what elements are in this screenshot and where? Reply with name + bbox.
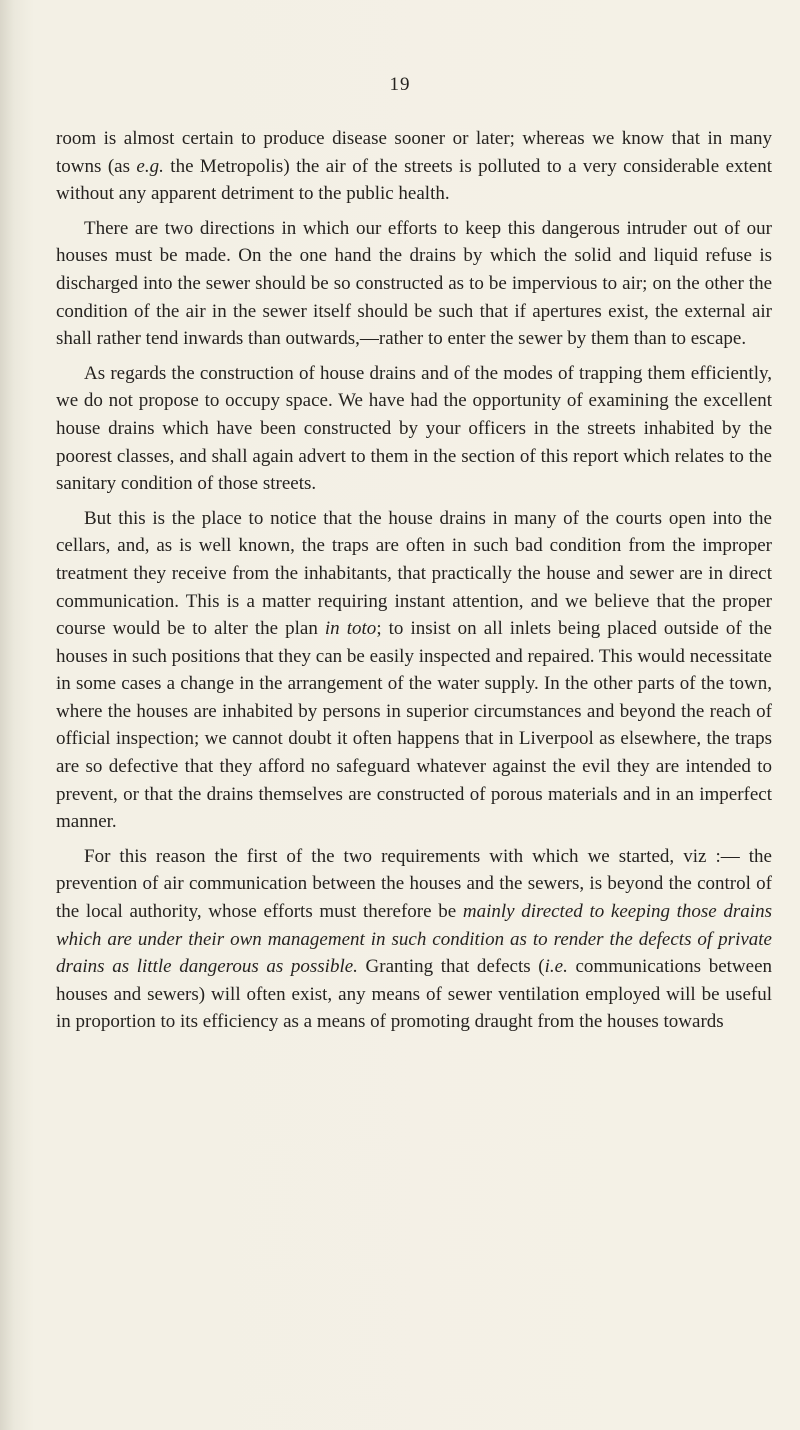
paragraph-4-part-a: But this is the place to notice that the house drains in many of the courts open into the cellars, and, as is well known, the traps are often in such bad condition from the improper treatment they receive from the inhabitants, that practically the house and sewer are in direct communication. This is a matter requiring instant attention, and we believe that the proper course would be to alter the plan [56, 507, 772, 640]
paragraph-1 [56, 125, 772, 208]
body-text [56, 125, 772, 1036]
paragraph-1-italic-eg: e.g. [136, 155, 164, 177]
page-number: 19 [389, 74, 411, 95]
paragraph-1-part-c: the Metropolis) the air of the streets is polluted to a very considerable extent without any apparent detriment to the public health. [56, 155, 772, 205]
paragraph-2: There are two directions in which our efforts to keep this dangerous intruder out of our houses must be made. On the one hand the drains by which the solid and liquid refuse is discharged into the sewer should be so constructed as to be impervious to air; on the other the condition of the air in the sewer itself should be such that if apertures exist, the external air shall rather tend inwards than outwards,—rather to enter the sewer by them than to escape. [56, 217, 772, 350]
paragraph-5-part-a: For this reason the first of the two requirements with which we started, viz :— the prevention of air communication between the houses and the sewers, is beyond the control of the local authority, whose efforts must therefore be [56, 845, 772, 923]
paragraph-4-italic-in-toto: in toto [324, 618, 377, 640]
paragraph-1-part-a: room is almost certain to produce disease sooner or later; whereas we know that in many towns (as [56, 128, 772, 177]
paragraph-4 [56, 505, 772, 836]
paragraph-5-part-c: Granting that defects ( [357, 956, 545, 978]
paragraph-5-part-e: communications between houses and sewers) will often exist, any means of sewer ventilation employed will be useful in proportion to its efficiency as a means of promoting draught from the houses towards [56, 956, 773, 1033]
paragraph-5-italic-ie: i.e. [544, 956, 568, 978]
paragraph-5-italic-mainly: mainly directed to keeping those drains which are under their own management in such condition as to render the defects of private drains as little dangerous as possible. [56, 901, 772, 978]
paragraph-4-part-c: ; to insist on all inlets being placed outside of the houses in such positions that they can be easily inspected and repaired. This would necessitate in some cases a change in the arrangement of the water supply. In the other parts of the town, where the houses are inhabited by persons in superior circumstances and beyond the reach of official inspection; we cannot doubt it often happens that in Liverpool as elsewhere, the traps are so defective that they afford no safeguard whatever against the evil they are intended to prevent, or that the drains themselves are constructed of porous materials and in an imperfect manner. [56, 618, 772, 833]
paragraph-3: As regards the construction of house drains and of the modes of trapping them efficiently, we do not propose to occupy space. We have had the opportunity of examining the excellent house drains which have been constructed by your officers in the streets inhabited by the poorest classes, and shall again advert to them in the section of this report which relates to the sanitary condition of those streets. [56, 362, 772, 495]
paragraph-5 [56, 843, 772, 1036]
